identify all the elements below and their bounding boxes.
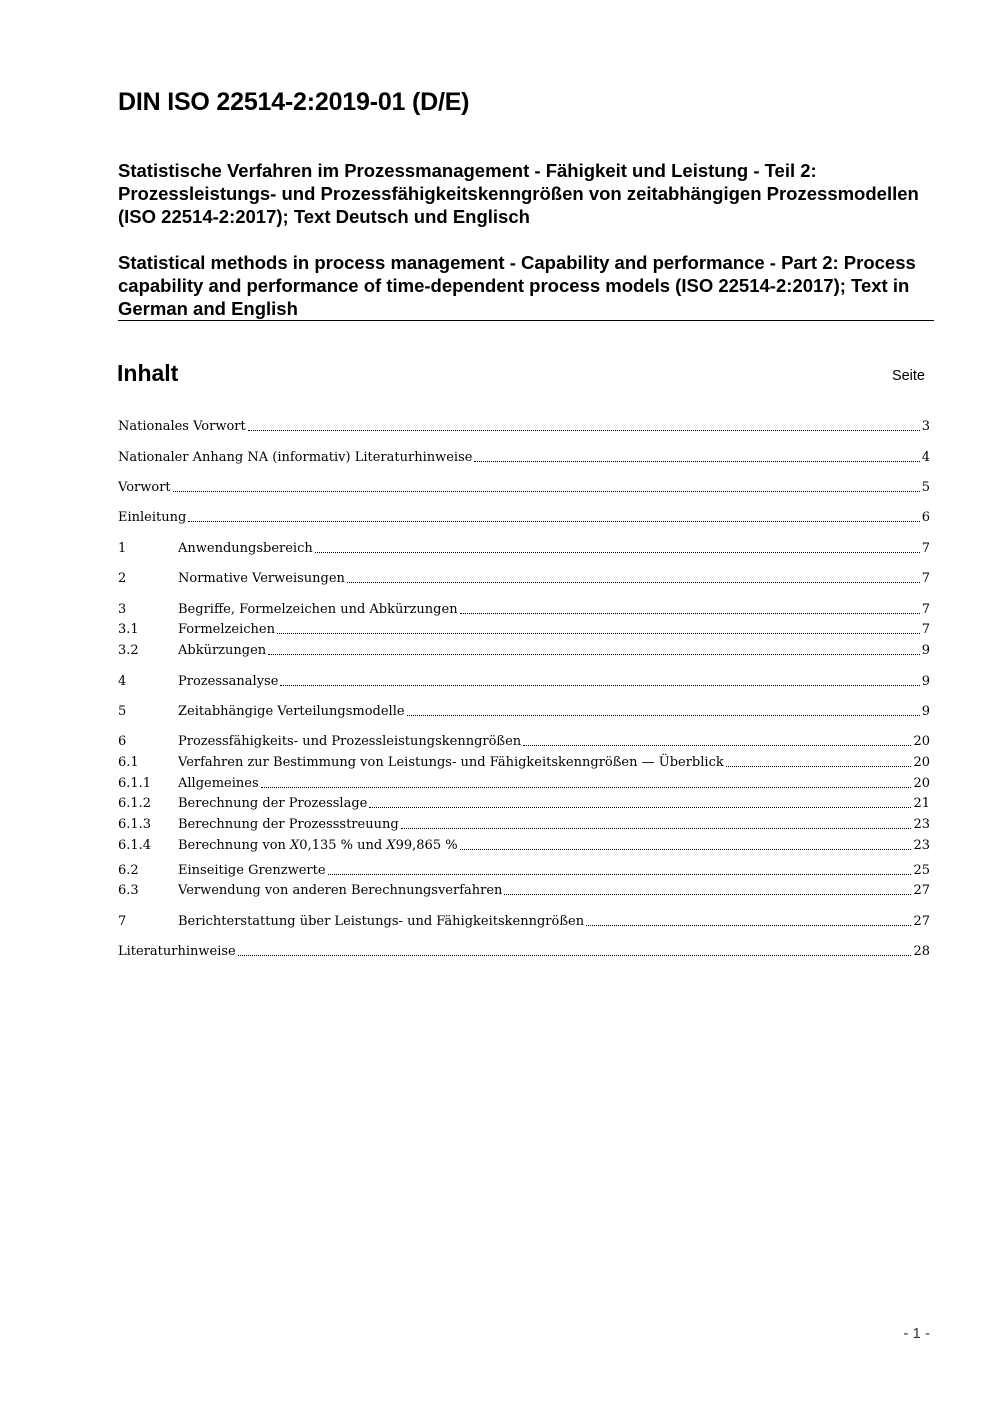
toc-entry-title: Formelzeichen [178,622,275,637]
toc-entry-number: 6.1.4 [118,838,152,853]
toc-dot-leader [315,551,920,553]
toc-entry-title: Normative Verweisungen [178,571,345,586]
toc-entry[interactable] [118,815,930,835]
toc-entry-page: 20 [913,734,930,749]
subtitle-german: Statistische Verfahren im Prozessmanagement - Fähigkeit und Leistung - Teil 2: Prozessleistungs- und Prozessfähigkeitskenngrößen von zeitabhängigen Prozessmodellen (ISO 22514-2:2017); Text Deutsch und Englisch [118,160,919,227]
page-number: - 1 - [903,1325,930,1342]
toc-entry[interactable] [118,417,930,437]
toc-entry-title: Nationaler Anhang NA (informativ) Literaturhinweise [118,450,473,465]
toc-entry[interactable] [118,861,930,881]
toc-entry-page: 4 [921,450,930,465]
toc-entry-title: Begriffe, Formelzeichen und Abkürzungen [178,602,458,617]
toc-page-column-label: Seite [891,368,925,384]
toc-entry-title: Verwendung von anderen Berechnungsverfahren [178,883,503,898]
toc-dot-leader [460,612,920,614]
toc-entry[interactable] [118,881,930,901]
toc-dot-leader [504,893,911,895]
toc-entry-page: 7 [921,571,930,586]
toc-entry-number: 6.3 [118,883,139,898]
toc-entry-title: Berechnung der Prozessstreuung [178,817,399,832]
toc-entry[interactable] [118,600,930,620]
toc-dot-leader [277,632,920,634]
toc-entry-title: Berichterstattung über Leistungs- und Fähigkeitskenngrößen [178,914,585,929]
toc-entry-page: 28 [913,944,930,959]
toc-entry-number: 6.1.3 [118,817,152,832]
toc-entry[interactable] [118,753,930,773]
toc-entry[interactable] [118,569,930,589]
toc-entry-page: 25 [913,863,930,878]
toc-dot-leader [586,924,911,926]
toc-dot-leader [268,653,920,655]
toc-dot-leader [474,460,919,462]
document-title: DIN ISO 22514-2:2019-01 (D/E) [118,88,470,116]
toc-entry-page: 27 [913,883,930,898]
toc-entry-page: 7 [921,602,930,617]
toc-entry-page: 5 [921,480,930,495]
toc-dot-leader [369,806,911,808]
toc-dot-leader [280,684,919,686]
toc-entry-page: 7 [921,541,930,556]
toc-entry-title: Abkürzungen [178,643,267,658]
toc-entry-page: 9 [921,643,930,658]
toc-entry[interactable] [118,478,930,498]
toc-entry-title: Einleitung [118,510,187,525]
toc-dot-leader [238,954,912,956]
toc-entry-title: Einseitige Grenzwerte [178,863,326,878]
toc-entry-page: 27 [913,914,930,929]
toc-entry-page: 6 [921,510,930,525]
toc-entry-number: 2 [118,571,127,586]
toc-entry[interactable] [118,702,930,722]
toc-entry-title: Verfahren zur Bestimmung von Leistungs- und Fähigkeitskenngrößen — Überblick [178,755,724,770]
toc-entry-page: 9 [921,704,930,719]
toc-entry[interactable] [118,732,930,752]
toc-entry[interactable] [118,641,930,661]
toc-entry-number: 3.1 [118,622,139,637]
toc-entry-page: 20 [913,755,930,770]
toc-entry[interactable] [118,836,930,856]
toc-entry-title: Prozessanalyse [178,674,279,689]
toc-dot-leader [523,744,911,746]
toc-entry[interactable] [118,539,930,559]
toc-entry-number: 6.2 [118,863,139,878]
toc-entry-title: Literaturhinweise [118,944,236,959]
toc-dot-leader [261,786,912,788]
toc-dot-leader [460,848,912,850]
toc-entry-number: 1 [118,541,127,556]
toc-heading: Inhalt [117,360,179,386]
toc-entry-number: 3.2 [118,643,139,658]
toc-entry-page: 3 [921,419,930,434]
title-divider [118,320,934,321]
toc-entry-page: 21 [913,796,930,811]
toc-entry-page: 23 [913,838,930,853]
toc-entry-number: 6.1.1 [118,776,152,791]
toc-entry[interactable] [118,448,930,468]
toc-entry-number: 7 [118,914,127,929]
toc-dot-leader [173,490,920,492]
toc-entry[interactable] [118,774,930,794]
toc-entry-title: Zeitabhängige Verteilungsmodelle [178,704,405,719]
toc-dot-leader [188,520,919,522]
toc-entry-number: 6.1.2 [118,796,152,811]
toc-entry-page: 23 [913,817,930,832]
toc-entry[interactable] [118,794,930,814]
toc-dot-leader [328,873,912,875]
toc-entry-title: Vorwort [118,480,171,495]
toc-entry[interactable] [118,912,930,932]
toc-entry[interactable] [118,672,930,692]
toc-entry-title: Nationales Vorwort [118,419,246,434]
toc-dot-leader [347,581,920,583]
toc-entry[interactable] [118,620,930,640]
toc-entry-page: 9 [921,674,930,689]
toc-dot-leader [401,827,912,829]
toc-entry-title: Anwendungsbereich [178,541,313,556]
toc-entry-number: 5 [118,704,127,719]
toc-dot-leader [726,765,912,767]
toc-entry-number: 3 [118,602,127,617]
toc-entry-number: 4 [118,674,127,689]
toc-entry-title: Allgemeines [178,776,259,791]
toc-entry-title: Berechnung von 𝑋0,135 % und 𝑋99,865 % [178,838,458,853]
toc-entry-page: 20 [913,776,930,791]
toc-entry-page: 7 [921,622,930,637]
toc-entry-number: 6.1 [118,755,139,770]
toc-entry-number: 6 [118,734,127,749]
toc-dot-leader [407,714,920,716]
toc-entry[interactable] [118,508,930,528]
toc-entry-title: Berechnung der Prozesslage [178,796,368,811]
toc-entry-title: Prozessfähigkeits- und Prozessleistungskenngrößen [178,734,522,749]
subtitle-english: Statistical methods in process management - Capability and performance - Part 2: Process capability and performance of time-dependent process models (ISO 22514-2:2017); Text in German and English [118,252,916,319]
toc-dot-leader [248,429,920,431]
toc-entry[interactable] [118,942,930,962]
